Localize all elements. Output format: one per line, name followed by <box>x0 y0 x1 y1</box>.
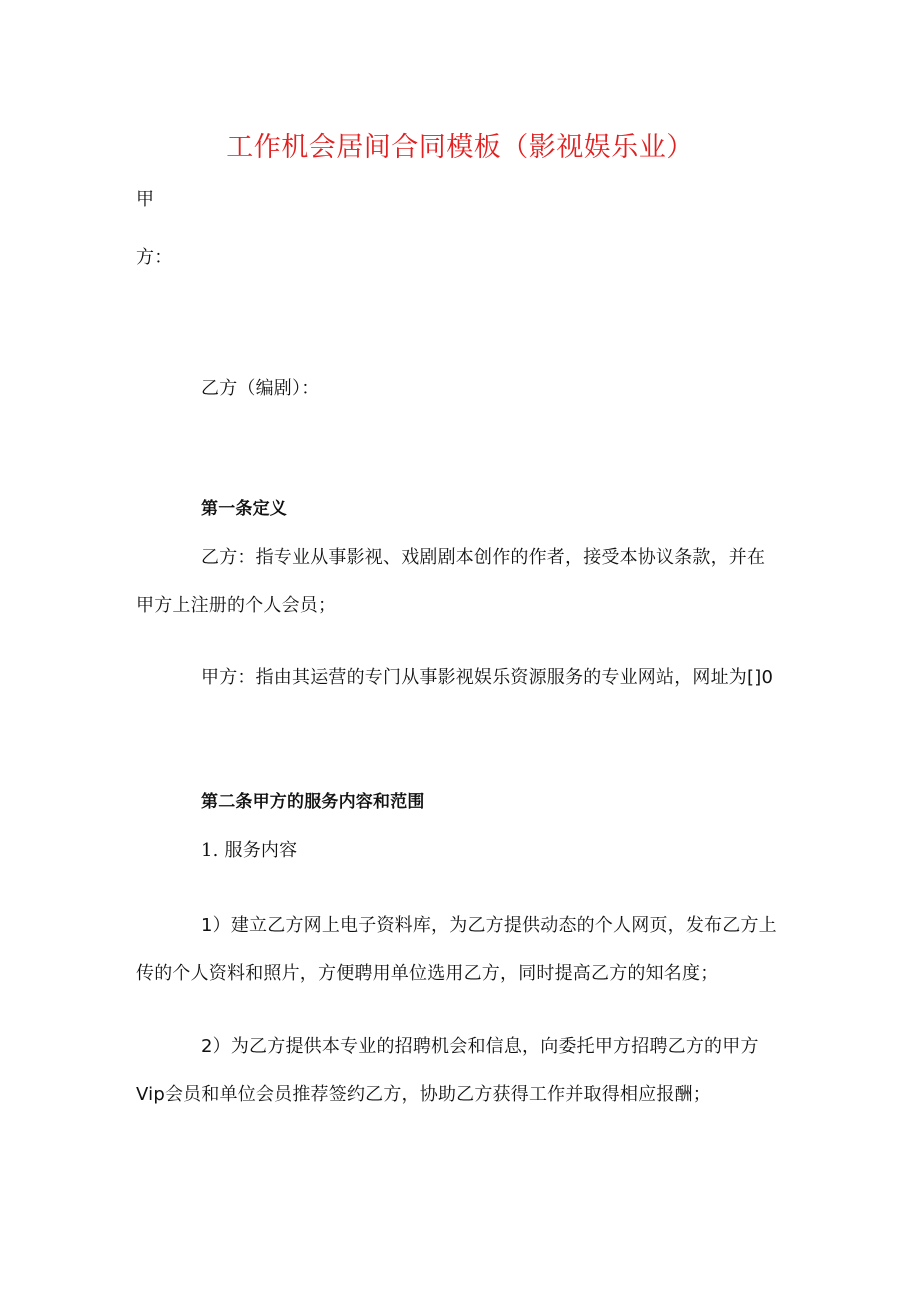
article1-para1-line1: 乙方：指专业从事影视、戏剧剧本创作的作者，接受本协议条款，并在 <box>201 547 766 568</box>
party-a-label-line1: 甲 <box>136 189 155 210</box>
article2-sub1-text: 服务内容 <box>224 840 298 861</box>
article2-sub1-number: 1. <box>201 840 219 861</box>
article2-item1-line1: 1）建立乙方网上电子资料库，为乙方提供动态的个人网页，发布乙方上 <box>201 915 777 936</box>
article1-para2-line1: 甲方：指由其运营的专门从事影视娱乐资源服务的专业网站，网址为[]0 <box>201 667 774 688</box>
article2-item2-line1: 2）为乙方提供本专业的招聘机会和信息，向委托甲方招聘乙方的甲方 <box>201 1036 759 1057</box>
article1-para1-line2: 甲方上注册的个人会员； <box>136 595 337 616</box>
document-title: 工作机会居间合同模板（影视娱乐业） <box>226 132 694 163</box>
article2-sub1 <box>201 839 297 863</box>
article2-heading: 第二条甲方的服务内容和范围 <box>201 792 425 812</box>
article2-item1-line2: 传的个人资料和照片，方便聘用单位选用乙方，同时提高乙方的知名度； <box>136 963 719 984</box>
article2-item2-line2: Vip会员和单位会员推荐签约乙方，协助乙方获得工作并取得相应报酬； <box>136 1084 711 1105</box>
party-a-label-line2: 方： <box>136 247 173 268</box>
article1-heading: 第一条定义 <box>201 499 287 519</box>
party-b-label: 乙方（编剧）： <box>201 378 320 399</box>
